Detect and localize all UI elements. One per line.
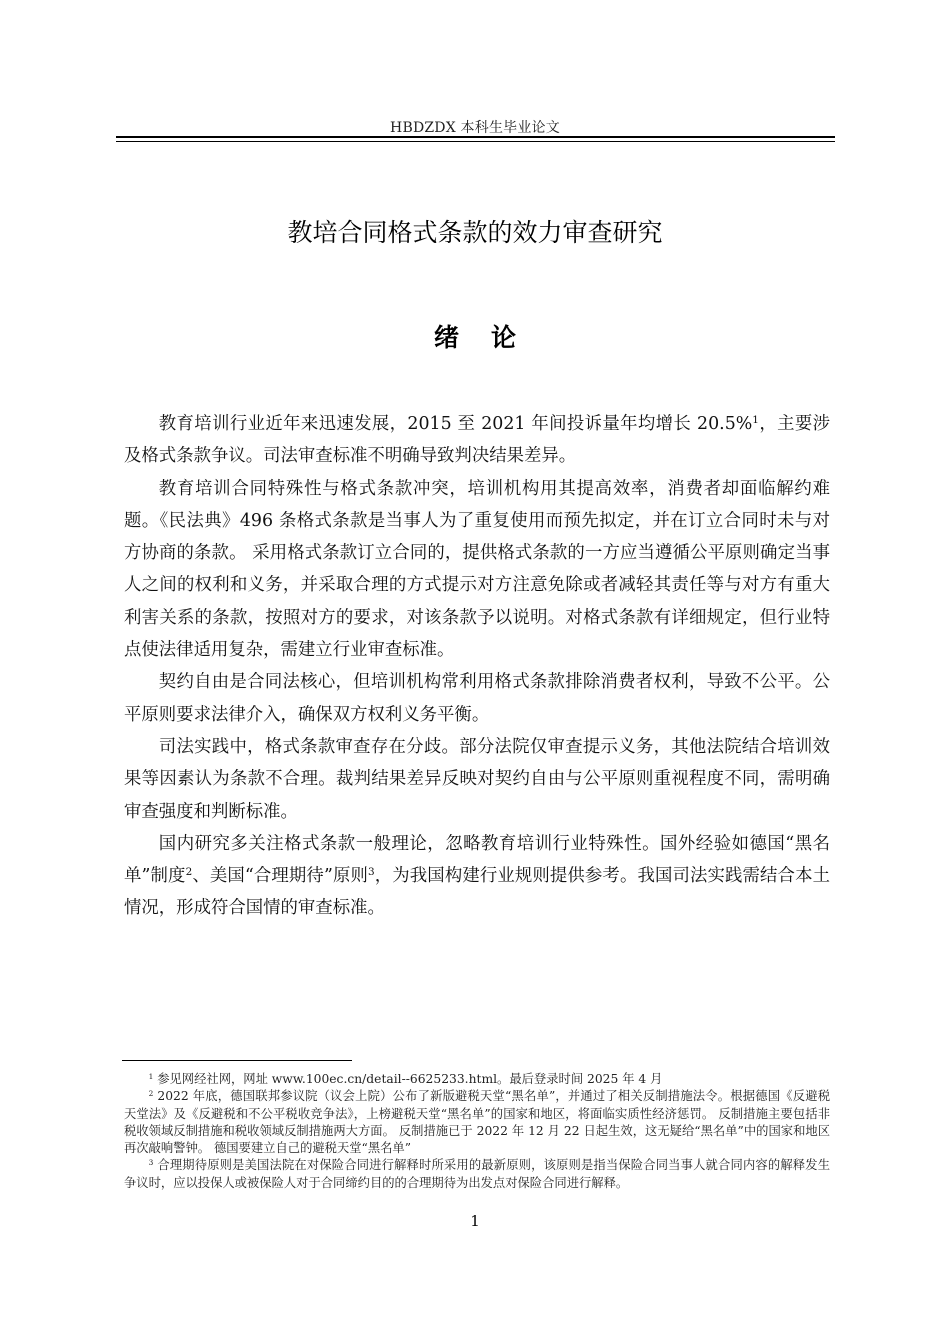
- footnote-1: [124, 1071, 830, 1088]
- section-heading: 绪论: [433, 323, 548, 352]
- page-number: 1: [470, 1212, 480, 1230]
- footnote-3-text: 合理期待原则是美国法院在对保险合同进行解释时所采用的最新原则，该原则是指当保险合同当事人就合同内容的解释发生争议时，应以投保人或被保险人对于合同缔约目的的合理期待为出发点对保险合同进行解释。: [124, 1158, 830, 1190]
- paragraph-1-text-a: 教育培训行业近年来迅速发展，2015 至 2021 年间投诉量年均增长 20.5%: [158, 414, 753, 434]
- paragraph-3: 契约自由是合同法核心，但培训机构常利用格式条款排除消费者权利，导致不公平。公平原则要求法律介入，确保双方权利义务平衡。: [124, 672, 830, 725]
- paragraph-1: [124, 408, 830, 473]
- footnote-3: [124, 1157, 830, 1192]
- footnote-1-mark: 1: [148, 1071, 154, 1081]
- body-text: [124, 408, 830, 925]
- header-rule-thin: [116, 141, 835, 142]
- paragraph-5-text-c: ，为我国构建行业规则提供参考。我国司法实践需结合本土情况，形成符合国情的审查标准。: [124, 866, 830, 919]
- paragraph-5: [124, 828, 830, 925]
- footnote-separator: [122, 1060, 352, 1061]
- footnote-3-mark: 3: [148, 1158, 154, 1168]
- footnote-2-text: 2022 年底，德国联邦参议院（议会上院）公布了新版避税天堂“黑名单”，并通过了相关反制措施法令。根据德国《反避税天堂法》及《反避税和不公平税收竞争法》，上榜避税天堂“黑名单”的国家和地区，将面临实质性经济惩罚。 反制措施主要包括非税收领域反制措施和税收领域反制措施两大方面。 反制措施已于 2022 年 12 月 22 日起生效，这无疑给“黑名单”中的国家和地区再次敲响警钟。 德国要建立自己的避税天堂“黑名单”: [124, 1089, 830, 1156]
- paragraph-2: 教育培训合同特殊性与格式条款冲突，培训机构用其提高效率，消费者却面临解约难题。《民法典》496 条格式条款是当事人为了重复使用而预先拟定，并在订立合同时未与对方协商的条款。 采用格式条款订立合同的，提供格式条款的一方应当遵循公平原则确定当事人之间的权利和义务，并采取合理的方式提示对方注意免除或者减轻其责任等与对方有重大利害关系的条款，按照对方的要求，对该条款予以说明。对格式条款有详细规定，但行业特点使法律适用复杂，需建立行业审查标准。: [124, 478, 830, 661]
- paper-title: 教培合同格式条款的效力审查研究: [287, 218, 663, 247]
- footnotes: [124, 1071, 830, 1192]
- footnote-ref-2[interactable]: 2: [185, 866, 193, 879]
- paragraph-5-text-b: 、美国“合理期待”原则: [192, 866, 368, 887]
- header-rule-thick: [116, 136, 835, 138]
- paragraph-4: 司法实践中，格式条款审查存在分歧。部分法院仅审查提示义务，其他法院结合培训效果等因素认为条款不合理。裁判结果差异反映对契约自由与公平原则重视程度不同，需明确审查强度和判断标准。: [124, 736, 830, 822]
- paragraph-1-text-b: ，主要涉及格式条款争议。司法审查标准不明确导致判决结果差异。: [124, 414, 830, 467]
- paragraph-5-text-a: 国内研究多关注格式条款一般理论，忽略教育培训行业特殊性。国外经验如德国“黑名单”制度: [124, 833, 830, 887]
- footnote-ref-3[interactable]: 3: [367, 866, 375, 879]
- footnote-ref-1[interactable]: 1: [752, 414, 759, 427]
- footnote-2-mark: 2: [148, 1089, 154, 1099]
- footnote-2: [124, 1088, 830, 1157]
- running-header: HBDZDX 本科生毕业论文: [390, 120, 560, 136]
- footnote-1-text: 参见网经社网，网址 www.100ec.cn/detail--6625233.html。最后登录时间 2025 年 4 月: [153, 1072, 663, 1086]
